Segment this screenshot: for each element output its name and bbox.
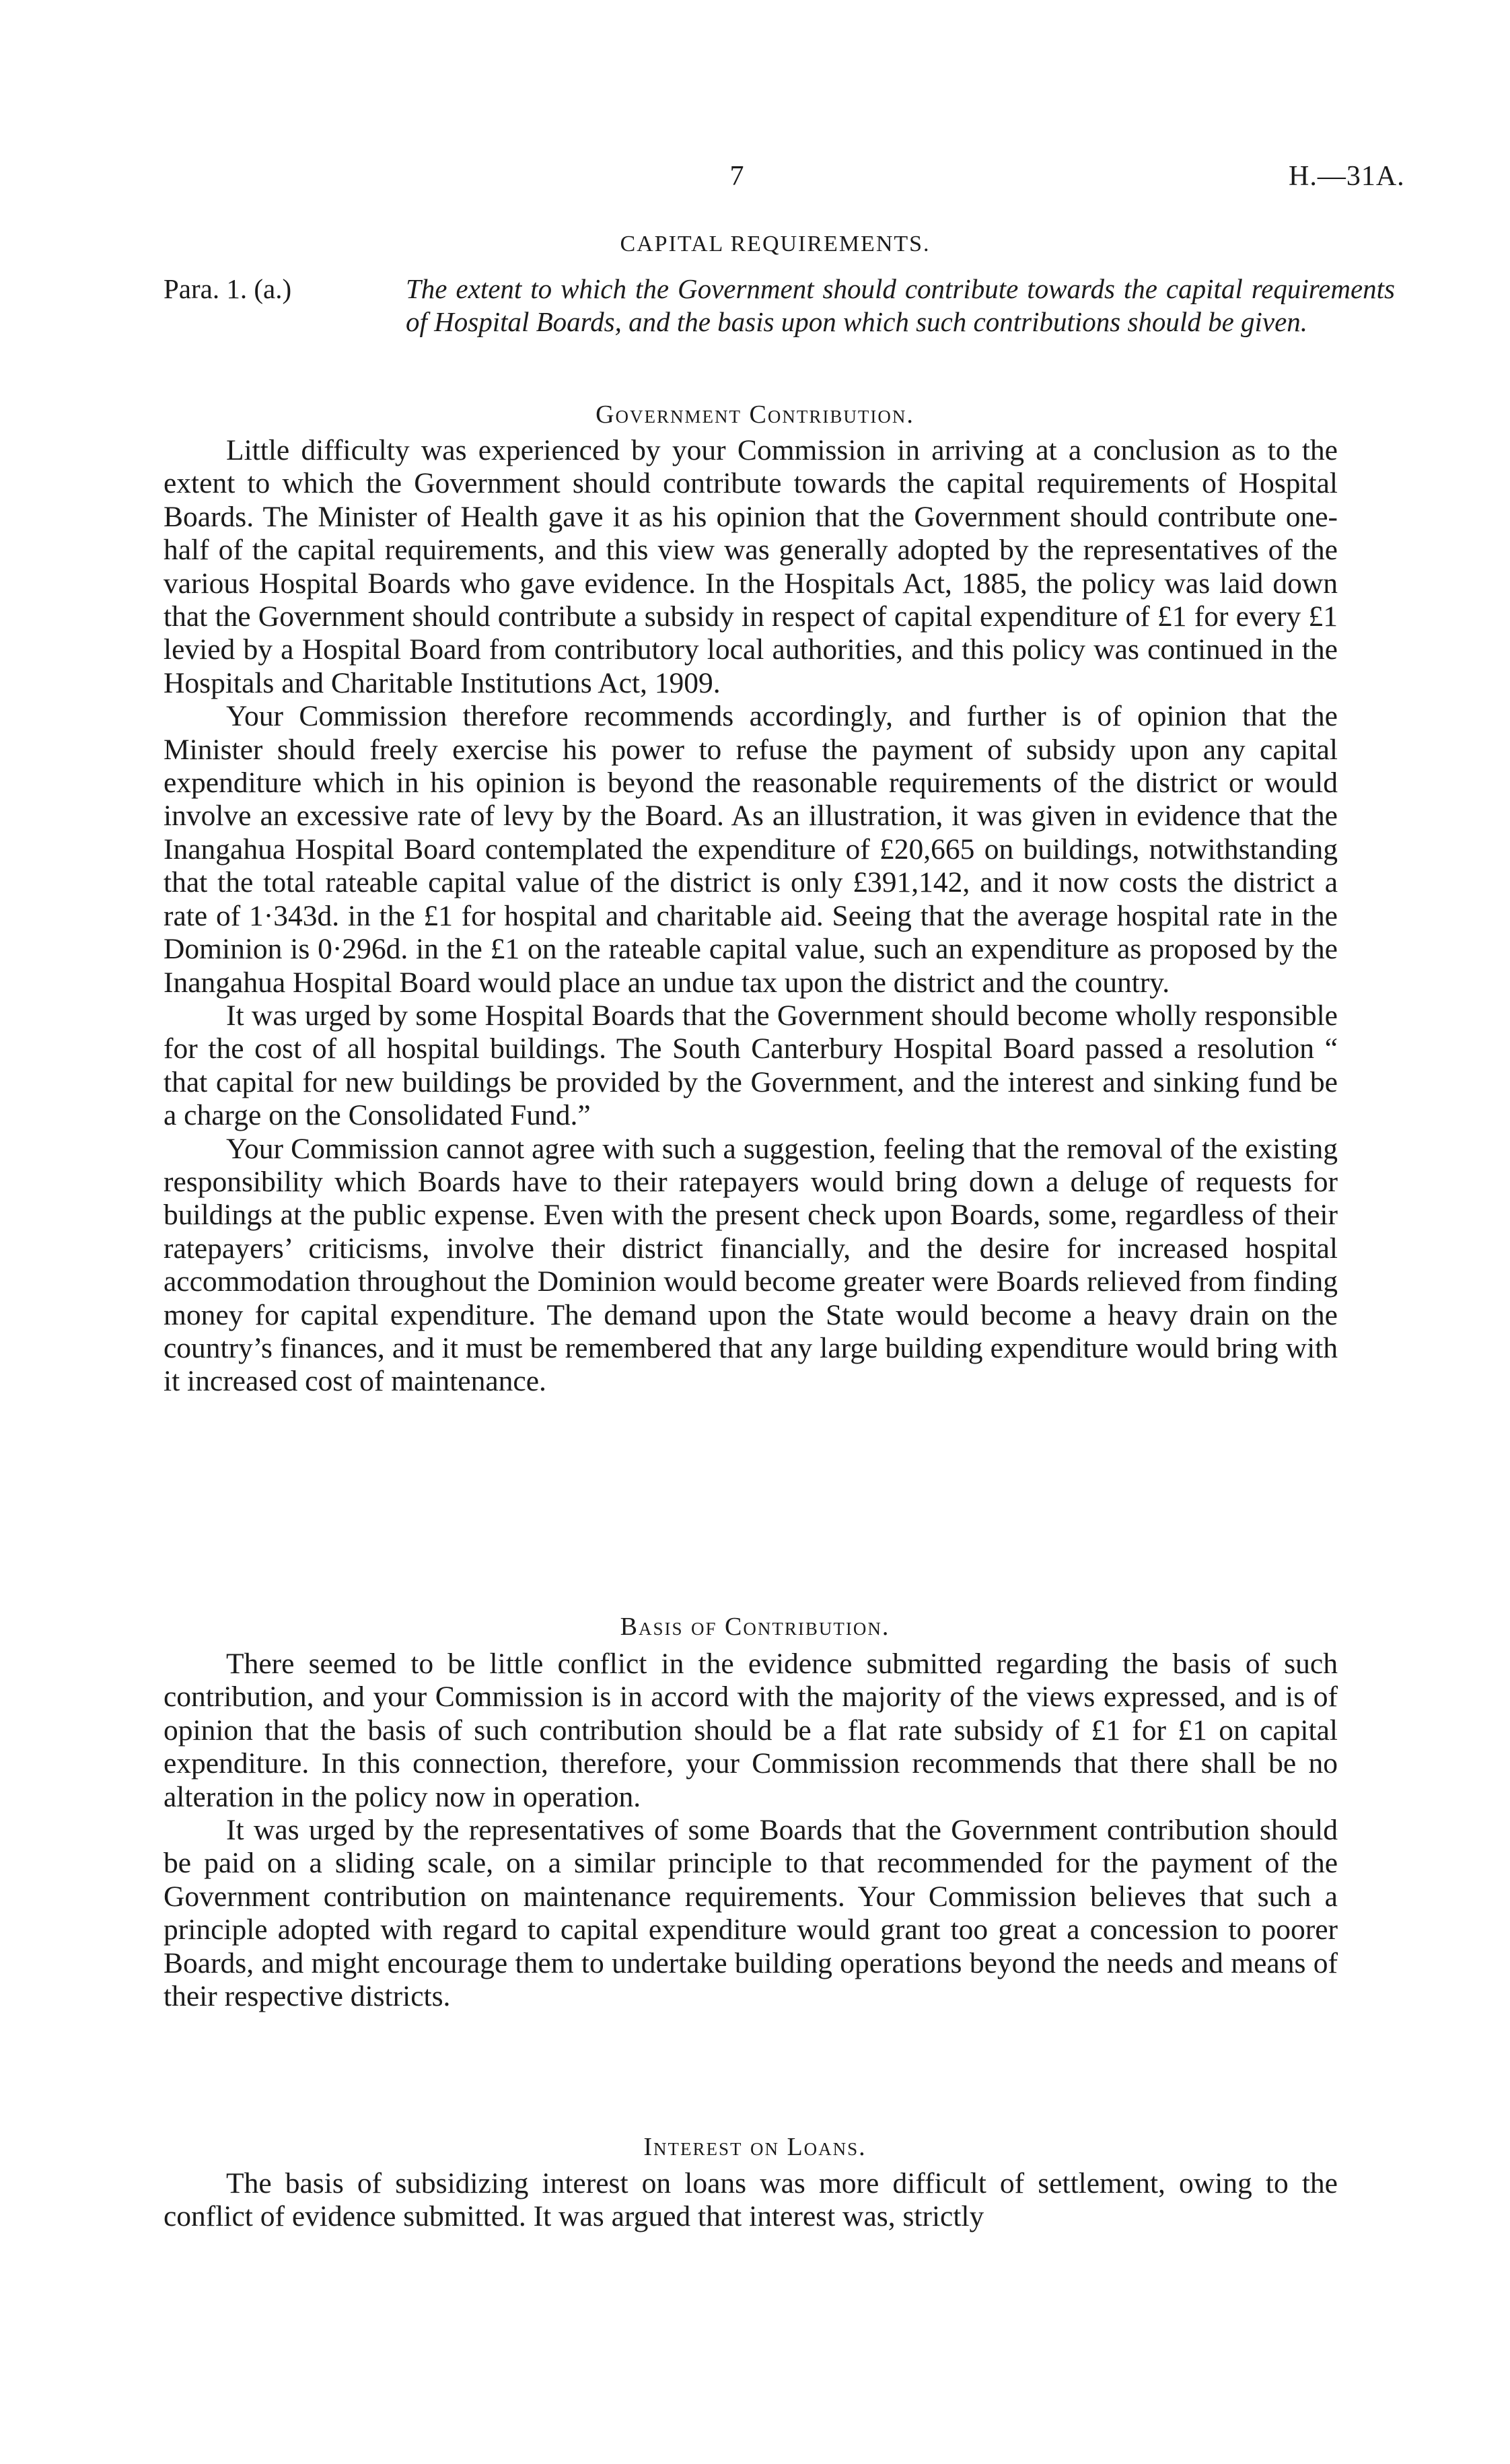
body-paragraph: It was urged by the representatives of some Boards that the Government contribution should be paid on a sliding scale, on a similar principle to that recommended for the payment of the Government contribution on maintenance requirements. Your Commission believes that such a principle adopted with regard to capital expenditure would grant too great a concession to poorer Boards, and might encourage them to undertake building operations beyond the needs and means of their respective districts. — [164, 1814, 1338, 2013]
body-paragraph: Your Commission cannot agree with such a suggestion, feeling that the removal of the existing responsibility which Boards have to their ratepayers would bring down a deluge of requests for buildings at the public expense. Even with the present check upon Boards, some, regardless of their ratepayers’ criticisms, involve their district financially, and the desire for increased hospital accommodation throughout the Dominion would become greater were Boards relieved from finding money for capital expenditure. The demand upon the State would become a heavy drain on the country’s finances, and it must be remembered that any large building expenditure would bring with it increased cost of maintenance. — [164, 1132, 1338, 1398]
body-paragraph: It was urged by some Hospital Boards that the Government should become wholly responsible for the cost of all hospital buildings. The South Canterbury Hospital Board passed a resolution “ that capital for new buildings be provided by the Government, and the interest and sinking fund be a charge on the Consolidated Fund.” — [164, 999, 1338, 1132]
page-header — [0, 160, 1510, 201]
terms-of-reference-paragraph — [164, 273, 1395, 339]
page-title: CAPITAL REQUIREMENTS. — [620, 232, 931, 256]
document-reference — [1289, 160, 1405, 192]
section-body-basis-of-contribution — [164, 1648, 1338, 2013]
page-number: 7 — [729, 161, 744, 192]
section-body-government-contribution — [164, 434, 1338, 1399]
section-heading-government-contribution: Government Contribution. — [596, 400, 914, 429]
terms-of-reference-text: The extent to which the Government should contribute towards the capital requirements of Hospital Boards, and the basis upon which such contributions should be given. — [406, 273, 1395, 337]
body-paragraph: Little difficulty was experienced by your Commission in arriving at a conclusion as to the extent to which the Government should contribute towards the capital requirements of Hospital Boards. The Minister of Health gave it as his opinion that the Government should contribute one-half of the capital requirements, and this view was generally adopted by the representatives of the various Hospital Boards who gave evidence. In the Hospitals Act, 1885, the policy was laid down that the Government should contribute a subsidy in respect of capital expenditure of £1 for every £1 levied by a Hospital Board from contributory local authorities, and this policy was continued in the Hospitals and Charitable Institutions Act, 1909. — [164, 434, 1338, 699]
section-heading-basis-of-contribution: Basis of Contribution. — [620, 1613, 890, 1641]
body-paragraph: There seemed to be little conflict in the evidence submitted regarding the basis of such contribution, and your Commission is in accord with the majority of the views expressed, and is of opinion that the basis of such contribution should be a flat rate subsidy of £1 for £1 on capital expenditure. In this connection, therefore, your Commission recommends that there shall be no alteration in the policy now in operation. — [164, 1648, 1338, 1813]
document-reference-suffix: A. — [1375, 161, 1405, 192]
body-paragraph: The basis of subsidizing interest on loans was more difficult of settlement, owing to the conflict of evidence submitted. It was argued that interest was, strictly — [164, 2167, 1338, 2233]
body-paragraph: Your Commission therefore recommends accordingly, and further is of opinion that the Minister should freely exercise his power to refuse the payment of subsidy upon any capital expenditure which in his opinion is beyond the reasonable requirements of the district or would involve an excessive rate of levy by the Board. As an illustration, it was given in evidence that the Inangahua Hospital Board contemplated the expenditure of £20,665 on buildings, notwithstanding that the total rateable capital value of the district is only £391,142, and it now costs the district a rate of 1·343d. in the £1 for hospital and charitable aid. Seeing that the average hospital rate in the Dominion is 0·296d. in the £1 on the rateable capital value, such an expenditure as proposed by the Inangahua Hospital Board would place an undue tax upon the district and the country. — [164, 700, 1338, 999]
section-body-interest-on-loans — [164, 2167, 1338, 2234]
paragraph-label: Para. 1. (a.) — [164, 273, 292, 304]
section-heading-interest-on-loans: Interest on Loans. — [643, 2133, 867, 2161]
document-reference-main: H.—31 — [1289, 161, 1376, 192]
